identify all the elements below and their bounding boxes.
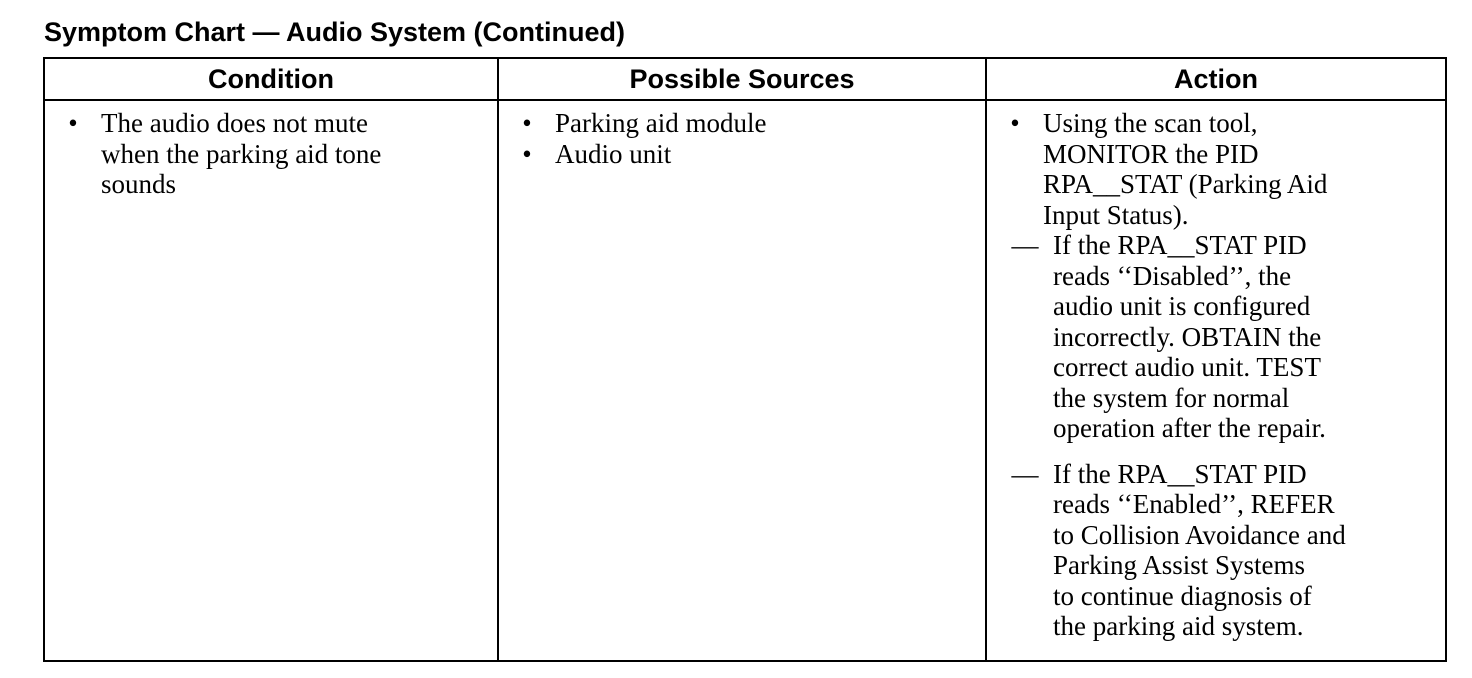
sub-item-text xyxy=(1053,230,1445,444)
source-text: Parking aid module xyxy=(555,108,767,138)
text-line: operation after the repair. xyxy=(1053,413,1326,443)
possible-sources-cell xyxy=(498,100,986,661)
dash: — xyxy=(1011,458,1039,489)
condition-cell xyxy=(44,100,498,661)
text-line: the parking aid system. xyxy=(1053,611,1304,641)
source-item xyxy=(499,108,985,139)
symptom-chart-table xyxy=(43,57,1447,662)
source-text: Audio unit xyxy=(555,138,672,169)
text-line: Parking Assist Systems xyxy=(1053,550,1306,580)
page-title: Symptom Chart — Audio System (Continued) xyxy=(44,17,626,47)
bullet: • xyxy=(522,108,532,138)
table-header-row xyxy=(44,58,1446,100)
dash: — xyxy=(1011,230,1039,260)
action-text xyxy=(1043,108,1445,230)
source-item xyxy=(499,139,985,170)
text-line: when the parking aid tone xyxy=(101,138,382,169)
condition-text xyxy=(101,108,497,200)
text-line: The audio does not mute xyxy=(101,108,368,138)
action-sub-item xyxy=(997,230,1445,444)
action-item xyxy=(987,108,1445,230)
text-line: the system for normal xyxy=(1053,382,1290,413)
text-line: If the RPA__STAT PID xyxy=(1053,230,1307,260)
text-line: Using the scan tool, xyxy=(1043,108,1258,138)
text-line: sounds xyxy=(101,169,177,199)
bullet: • xyxy=(1010,108,1020,138)
bullet: • xyxy=(68,108,78,138)
condition-item xyxy=(45,108,497,200)
text-line: MONITOR the PID xyxy=(1043,138,1259,169)
text-line: to continue diagnosis of xyxy=(1053,580,1312,611)
text-line: reads ‘‘Disabled’’, the xyxy=(1053,260,1292,291)
text-line: incorrectly. OBTAIN the xyxy=(1053,321,1322,352)
text-line: correct audio unit. TEST xyxy=(1053,352,1321,382)
text-line: Input Status). xyxy=(1043,199,1189,230)
table-row xyxy=(44,100,1446,661)
action-cell xyxy=(986,100,1446,661)
text-line: reads ‘‘Enabled’’, REFER xyxy=(1053,489,1335,519)
sub-item-text xyxy=(1053,459,1445,642)
header-action: Action xyxy=(986,58,1446,100)
text-line: RPA__STAT (Parking Aid xyxy=(1043,169,1328,199)
bullet: • xyxy=(522,138,532,169)
header-condition: Condition xyxy=(44,58,498,100)
text-line: audio unit is configured xyxy=(1053,291,1311,321)
header-possible-sources: Possible Sources xyxy=(498,58,986,100)
text-line: to Collision Avoidance and xyxy=(1053,519,1346,550)
text-line: If the RPA__STAT PID xyxy=(1053,458,1307,489)
action-sub-item xyxy=(997,459,1445,642)
